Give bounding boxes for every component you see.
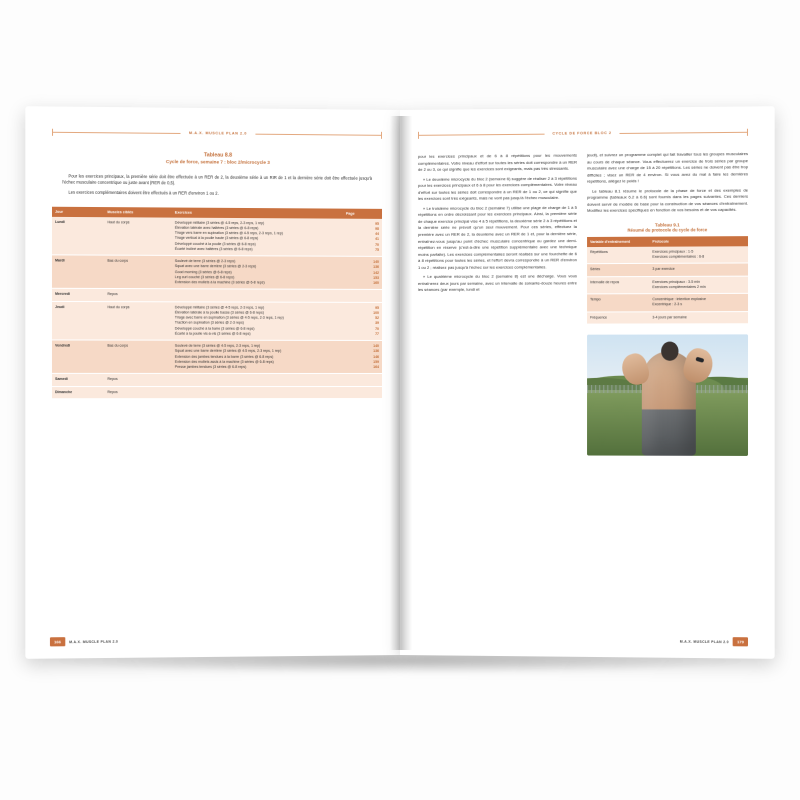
cell-pages — [343, 290, 382, 302]
cell-muscles: Bas du corps — [104, 255, 172, 289]
cell-day: Samedi — [52, 374, 104, 386]
cell-pages — [343, 374, 382, 386]
running-head-edge-left — [52, 129, 53, 136]
left-folio-label: M.A.X. MUSCLE PLAN 2.0 — [69, 639, 119, 644]
c1-p2: » Le deuxième microcycle du bloc 2 (semaine 6) suggère de réaliser 2 à 3 répétitions pour les exercices principaux et 6 à 8 pour les exercices complémentaires. Votre niveau d'effort sur toutes les séries doit correspondre à un RER de 1 ou 2, ce qui signifie que les exercices sont très exigeants, mais ne vont pas jusqu'à l'échec musculaire. — [417, 175, 577, 202]
table-row — [52, 289, 382, 302]
exercise-line: Développé couché à la barre (3 séries @ 6-8 reps) — [174, 326, 255, 331]
protocol-value — [649, 311, 748, 324]
left-running-head — [52, 125, 382, 142]
protocol-variable: Séries — [587, 264, 649, 277]
page-ref[interactable]: 98 — [375, 226, 380, 231]
column-header-day: Jour — [52, 206, 104, 216]
page-ref[interactable]: 153 — [373, 275, 380, 280]
cell-day: Dimanche — [52, 386, 104, 398]
cell-day: Mercredi — [52, 289, 104, 302]
protocol-variable: Intervalle de repos — [587, 276, 649, 294]
page-ref[interactable]: 164 — [373, 365, 380, 370]
left-page — [25, 106, 400, 659]
page-ref[interactable]: 146 — [373, 354, 380, 359]
protocol-row — [587, 311, 748, 324]
left-intro-text — [62, 173, 372, 198]
protocol-table-title: Résumé du protocole du cycle de force — [627, 227, 708, 233]
cell-pages — [343, 256, 382, 289]
exercise-line: Squat avec une barre derrière (3 séries @ 4-5 reps, 2-3 reps, 1 rep) — [174, 349, 282, 354]
page-ref[interactable]: 77 — [375, 331, 380, 336]
protocol-value — [649, 294, 748, 312]
exercise-line: Squat avec une barre derrière (3 séries @ 2-3 reps) — [174, 264, 257, 269]
page-ref[interactable]: 41 — [375, 237, 380, 242]
protocol-row — [587, 276, 748, 294]
right-running-head-text: CYCLE DE FORCE BLOC 2 — [544, 131, 619, 136]
protocol-line: Excentrique : 2-3 s — [652, 302, 683, 307]
exercise-line: Soulevé de terre (3 séries @ 2-3 reps) — [174, 258, 236, 264]
cell-exercises — [172, 217, 343, 256]
protocol-line: 3 par exercice — [652, 267, 675, 272]
page-ref[interactable]: 159 — [373, 359, 380, 364]
cell-exercises — [172, 340, 343, 374]
column-two-text — [587, 151, 748, 215]
cell-pages — [343, 386, 382, 398]
protocol-line: 3-4 jours par semaine — [652, 314, 687, 320]
protocol-line: Exercices complémentaires : 6-8 — [652, 254, 705, 260]
protocol-table-body — [587, 246, 748, 324]
table-row — [52, 255, 382, 290]
right-page-number: 179 — [733, 637, 748, 646]
intro-paragraph-2: Les exercices complémentaires doivent être effectués à un RER d'environ 1 ou 2. — [68, 189, 219, 196]
column-one-text — [418, 152, 577, 293]
cell-muscles: Repos — [104, 386, 172, 398]
c1-p4: » Le quatrième microcycle du bloc 2 (semaine 8) est une décharge. Vous vous entraînerez deux jours par semaine, avec un intervalle de soixante-douze heures entre les séances (par exemple, lundi et — [417, 273, 577, 293]
running-head-edge-right — [381, 132, 382, 139]
table-row — [52, 386, 382, 398]
cell-exercises — [172, 374, 343, 386]
table-row — [52, 216, 382, 256]
exercise-line: Tirage avec barre en supination (3 séries @ 4-5 reps, 2-3 reps, 1 rep) — [174, 315, 284, 320]
page-ref[interactable]: 140 — [373, 259, 380, 264]
c1-p1: pour les exercices principaux et de 6 à 8 répétitions pour les mouvements complémentaires. Votre niveau d'effort sur toutes les séries doit correspondre à un RER de 2 ou 3, ce qui signifie que les exercices sont exigeants, mais pas très stressants. — [417, 152, 577, 172]
exercise-line: Tirage vertical à la poulie haute (3 séries @ 6-8 reps) — [174, 236, 259, 241]
page-ref[interactable]: 136 — [373, 265, 380, 270]
page-ref[interactable]: 70 — [375, 326, 380, 331]
cell-day: Lundi — [52, 216, 104, 255]
protocol-line: Exercices principaux : 3-5 min — [652, 279, 700, 284]
cell-exercises — [172, 386, 343, 398]
page-ref[interactable]: 75 — [375, 247, 380, 252]
page-ref[interactable]: 136 — [373, 349, 380, 354]
page-ref[interactable]: 140 — [373, 343, 380, 349]
cell-muscles: Bas du corps — [104, 340, 172, 374]
exercise-line: Extension des mollets à la machine (3 séries @ 6-8 reps) — [174, 280, 265, 285]
cell-day: Mardi — [52, 255, 104, 289]
right-folio — [680, 637, 748, 647]
column-header-muscles: Muscles ciblés — [104, 207, 172, 218]
protocol-variable: Tempo — [587, 294, 649, 312]
column-one — [418, 152, 577, 455]
c2-p1: jeudi), et suivrez un programme complet qui fait travailler tous les groupes musculaires au cours de chaque séance. Vous effectuerez un exercice de trois séries par groupe musculaire avec une charge de 15 à 20 répétitions. Les séries ne doivent pas être trop difficiles ; visez un RER de 4 environ. Si vous avez du mal à faire les dernières répétitions, allégez le poids ! — [587, 151, 749, 184]
cell-day: Vendredi — [52, 340, 104, 374]
running-head-edge-right-right — [747, 129, 748, 136]
two-column-layout — [418, 151, 748, 456]
intro-paragraph-1: Pour les exercices principaux, la première série doit être effectuée à un RER de 2, la deuxième série à un RIR de 1 et la dernière série doit être effectuée jusqu'à l'échec musculaire concentrique ou juste avant (RER de 0,5). — [62, 173, 373, 186]
table-row — [52, 340, 382, 374]
cell-muscles: Haut du corps — [104, 301, 172, 340]
cell-pages — [343, 218, 382, 256]
exercise-line: Presse jambes tendues (3 séries @ 6-8 reps) — [174, 364, 247, 369]
protocol-row — [587, 294, 748, 312]
table-title: Cycle de force, semaine 7 : bloc 2/microcycle 3 — [165, 159, 270, 165]
open-book — [30, 110, 770, 670]
page-ref[interactable]: 95 — [375, 221, 380, 226]
exercise-line: Développé couché à la poulie (3 séries @ 6-8 reps) — [174, 241, 256, 246]
protocol-value — [649, 276, 748, 294]
table-row — [52, 301, 382, 341]
table-label: Tableau 8.8 — [203, 152, 233, 159]
cell-exercises — [172, 301, 343, 340]
protocol-column-protocol: Protocole — [649, 236, 748, 247]
left-folio — [50, 637, 118, 647]
exercise-line: Écarté à la poulie vis-à-vis (3 séries @ 6-8 reps) — [174, 331, 251, 336]
cell-muscles: Haut du corps — [104, 217, 172, 256]
right-running-head — [418, 125, 748, 142]
cell-muscles: Repos — [104, 289, 172, 302]
cell-muscles: Repos — [104, 374, 172, 386]
left-running-head-text: M.A.X. MUSCLE PLAN 2.0 — [181, 131, 255, 136]
protocol-row — [587, 263, 748, 276]
c1-p3: » Le troisième microcycle du bloc 2 (semaine 7) utilise une plage de charge de 1 à 5 répétitions en ordre décroissant pour les exercices principaux. Ainsi, la première série de chaque exercice principal vise 4 à 5 répétitions, la deuxième série 2 à 3 répétitions et la dernière série ne prévoit qu'un seul mouvement. Pour ces séries, effectuez la première avec un RER de 2, la deuxième avec un RER de 1 et, pour la dernière série, entraînez-vous jusqu'au point d'échec musculaire concentrique ou gardez une demi-répétition en réserve (c'est-à-dire une répétition supplémentaire avec une technique moins parfaite). Les exercices complémentaires seront réalisés sur une fourchette de 6 à 8 répétitions pour toutes les séries, et l'effort devra correspondre à un RER d'environ 1 ou 2 ; réalisez pas jusqu'à l'échec sur les exercices complémentaires. — [417, 204, 577, 270]
athlete-stretching-photo — [587, 334, 748, 456]
protocol-table — [587, 236, 748, 324]
exercise-line: Extension des mollets assis à la machine (3 séries @ 6-8 reps) — [174, 359, 274, 364]
protocol-line: Concentrique : intention explosive — [652, 297, 706, 302]
exercise-line: Écarté incliné avec haltères (3 séries @ 6-8 reps) — [174, 246, 253, 252]
exercise-line: Élévation latérale à la poulie basse (3 séries @ 6-8 reps) — [174, 310, 264, 315]
protocol-row — [587, 246, 748, 264]
exercise-line: Élévation latérale avec haltères (3 séries @ 6-8 reps) — [174, 225, 259, 230]
page-ref[interactable]: 39 — [375, 321, 380, 326]
cell-exercises — [172, 255, 343, 289]
page-ref[interactable]: 142 — [373, 270, 380, 275]
protocol-value — [649, 246, 748, 264]
exercise-line: Good morning (3 séries @ 6-8 reps) — [174, 269, 232, 274]
page-ref[interactable]: 70 — [375, 242, 380, 247]
protocol-table-label: Tableau 9.1 — [654, 222, 680, 228]
weekly-schedule-table — [52, 206, 382, 399]
protocol-variable: Répétitions — [587, 247, 649, 264]
right-page — [400, 106, 775, 659]
protocol-value — [649, 263, 748, 276]
exercise-line: Extension des jambes tendues à la barre (3 séries @ 6-8 reps) — [174, 354, 274, 359]
page-ref[interactable]: 100 — [373, 310, 380, 315]
exercise-line: Soulevé de terre (3 séries @ 4-5 reps, 2-3 reps, 1 rep) — [174, 343, 261, 348]
running-head-edge-left-right — [418, 132, 419, 139]
column-header-page: Page — [343, 208, 382, 218]
column-two — [587, 151, 748, 456]
cell-exercises — [172, 289, 343, 302]
column-header-exercises: Exercices — [172, 207, 343, 218]
cell-pages — [343, 340, 382, 373]
exercise-line: Traction en supination (3 séries @ 2-3 reps) — [174, 320, 244, 325]
left-page-number: 166 — [50, 637, 65, 646]
page-ref[interactable]: 95 — [375, 305, 380, 310]
exercise-line: Tirage vers barre en supination (3 séries @ 4-5 reps, 2-3 reps, 1 rep) — [174, 230, 283, 236]
c2-p2: Le tableau 8.1 résume le protocole de la phase de force et des exemples de programme (tableaux 6.2 à 6.6) sont fournis dans les pages suivantes. Ces derniers doivent servir de modèle de base pour la construction de vos séances d'entraînement. Modifiez les exercices spécifiques en fonction de vos besoins et de vos capacités. — [587, 187, 749, 214]
protocol-variable: Fréquence — [587, 312, 649, 324]
table-body — [52, 216, 382, 398]
protocol-column-variable: Variable d'entraînement — [587, 237, 649, 247]
cell-day: Jeudi — [52, 301, 104, 340]
page-ref[interactable]: 44 — [375, 231, 380, 236]
cell-pages — [343, 302, 382, 341]
protocol-line: Exercices principaux : 1-5 — [652, 249, 694, 254]
protocol-line: Exercices complémentaires 2 min — [652, 284, 706, 290]
exercise-line: Développé militaire (3 séries @ 4-5 reps, 2-3 reps, 1 rep) — [174, 220, 265, 225]
exercise-line: Leg curl couché (3 séries @ 6-8 reps) — [174, 274, 235, 280]
page-ref[interactable]: 52 — [375, 315, 380, 320]
table-row — [52, 374, 382, 386]
right-folio-label: M.A.X. MUSCLE PLAN 2.0 — [679, 639, 729, 644]
page-ref[interactable]: 160 — [373, 280, 380, 285]
exercise-line: Développé militaire (3 séries @ 4-5 reps, 2-3 reps, 1 rep) — [174, 304, 265, 310]
